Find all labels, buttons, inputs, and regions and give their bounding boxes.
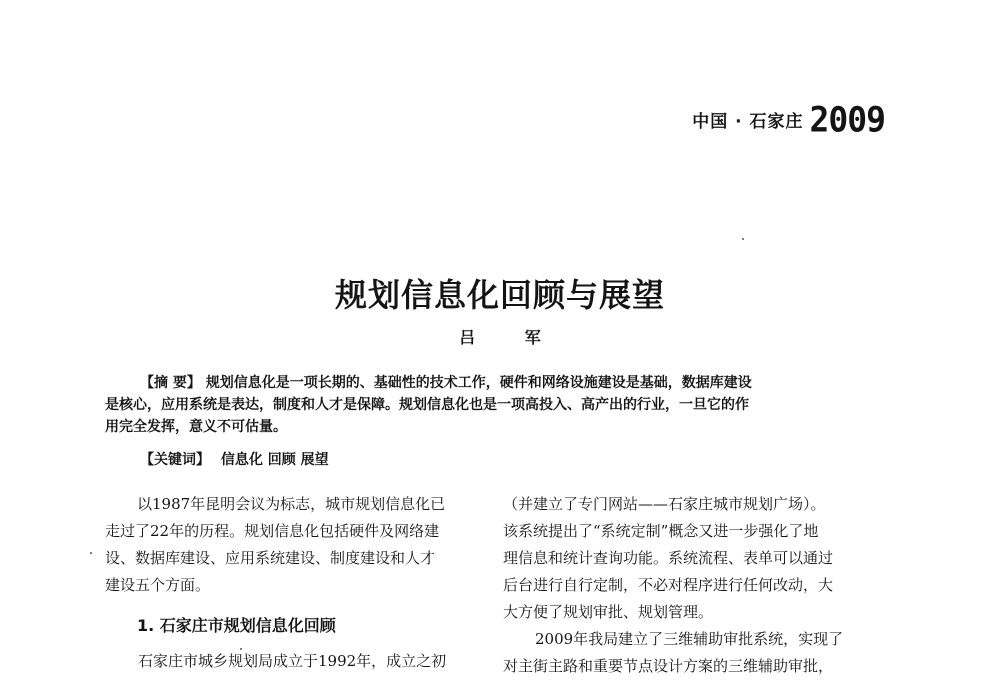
body-line: 该系统提出了“系统定制”概念又进一步强化了地	[503, 522, 819, 540]
abstract-text-1: 规划信息化是一项长期的、基础性的技术工作，硬件和网络设施建设是基础，数据库建设	[205, 375, 752, 391]
article-title: 规划信息化回顾与展望	[334, 276, 665, 314]
abstract-line-3: 用完全发挥，意义不可估量。	[105, 419, 287, 435]
abstract-label: 【摘 要】	[140, 375, 201, 391]
header-location: 中国 · 石家庄	[692, 112, 804, 132]
keywords	[140, 449, 329, 469]
body-line: 理信息和统计查询功能。系统流程、表单可以通过	[503, 549, 834, 567]
scan-speck	[742, 238, 744, 240]
article-author: 吕 军	[459, 328, 563, 347]
body-line: 建设五个方面。	[105, 576, 211, 594]
body-line: 设、数据库建设、应用系统建设、制度建设和人才	[105, 549, 436, 567]
header-year: 2009	[809, 99, 885, 140]
right-column	[503, 491, 893, 680]
body-line: 走过了22年的历程。规划信息化包括硬件及网络建	[105, 522, 440, 540]
body-line: 以1987年昆明会议为标志，城市规划信息化已	[137, 495, 446, 513]
abstract-line-2: 是核心，应用系统是表达，制度和人才是保障。规划信息化也是一项高投入、高产出的行业，一旦它的作	[105, 397, 749, 413]
keywords-label: 【关键词】	[140, 452, 210, 468]
body-line: 大方便了规划审批、规划管理。	[503, 603, 714, 621]
conference-header	[692, 99, 885, 140]
body-line: 2009年我局建立了三维辅助审批系统，实现了	[535, 630, 844, 648]
abstract-line-1	[105, 372, 890, 394]
body-line: 对主街主路和重要节点设计方案的三维辅助审批，	[503, 657, 834, 675]
scan-speck	[240, 648, 242, 650]
left-column	[105, 491, 495, 599]
keywords-text: 信息化 回顾 展望	[220, 452, 329, 468]
body-line: 后台进行自行定制，不必对程序进行任何改动，大	[503, 576, 834, 594]
body-line: 石家庄市城乡规划局成立于1992年，成立之初	[138, 652, 447, 670]
scan-speck	[90, 552, 92, 554]
abstract	[105, 372, 890, 438]
section-heading: 1. 石家庄市规划信息化回顾	[137, 616, 336, 635]
body-line: （并建立了专门网站——石家庄城市规划广场）。	[503, 495, 826, 513]
